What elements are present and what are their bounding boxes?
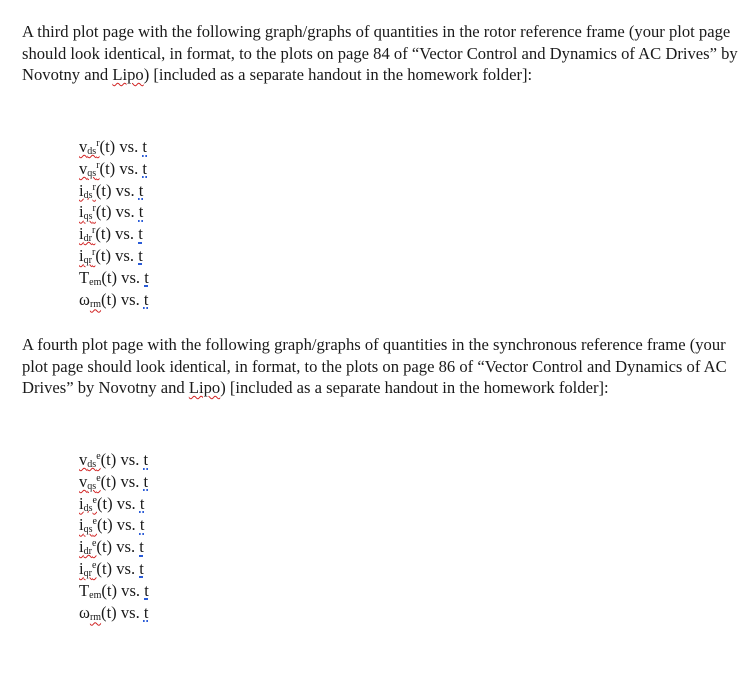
quantity-symbol xyxy=(79,603,101,622)
time-variable: t xyxy=(142,137,148,156)
quantity-list-item xyxy=(79,267,149,289)
symbol-base: T xyxy=(79,580,90,600)
symbol-subscript: ds xyxy=(83,189,93,201)
time-variable: t xyxy=(139,537,144,557)
quantity-symbol xyxy=(79,494,97,513)
time-variable: t xyxy=(143,289,149,309)
vs-text: (t) vs. xyxy=(96,537,140,557)
symbol-superscript: e xyxy=(91,559,97,571)
quantity-symbol xyxy=(79,246,95,265)
symbol-base: T xyxy=(79,267,90,287)
quantity-symbol xyxy=(79,137,100,156)
vs-text: (t) vs. xyxy=(101,267,145,287)
symbol-base: i xyxy=(79,180,84,200)
time-variable: t xyxy=(142,158,148,178)
time-variable: t xyxy=(138,245,143,265)
symbol-base: i xyxy=(79,537,84,557)
quantity-list-item xyxy=(79,536,149,558)
time-variable: t xyxy=(139,558,144,578)
symbol-base: ω xyxy=(79,602,90,622)
symbol-base: v xyxy=(79,158,88,178)
symbol-subscript: qr xyxy=(83,567,92,579)
quantity-symbol xyxy=(79,224,95,243)
vs-text: (t) vs. xyxy=(101,602,144,622)
quantity-symbol xyxy=(79,290,101,309)
symbol-superscript: e xyxy=(92,494,97,506)
symbol-base: i xyxy=(79,245,84,265)
symbol-base: i xyxy=(79,493,84,513)
symbol-superscript: r xyxy=(92,181,96,193)
quantity-list-item xyxy=(79,245,149,267)
symbol-subscript: qs xyxy=(83,524,93,536)
quantity-list-item xyxy=(79,223,149,245)
time-variable: t xyxy=(139,515,145,535)
time-variable: t xyxy=(138,224,143,244)
quantity-list-item xyxy=(79,289,149,311)
paragraph-text-end: ) [included as a separate handout in the homework folder]: xyxy=(143,65,533,85)
quantity-list-item xyxy=(79,158,149,180)
symbol-base: i xyxy=(79,224,84,244)
quantity-symbol xyxy=(79,181,96,200)
symbol-subscript: ds xyxy=(87,459,97,470)
time-variable: t xyxy=(144,580,149,600)
vs-text: (t) vs. xyxy=(96,515,140,535)
vs-text: (t) vs. xyxy=(95,202,139,222)
symbol-superscript: r xyxy=(96,138,100,149)
symbol-superscript: e xyxy=(96,451,101,462)
time-variable: t xyxy=(138,180,144,200)
vs-text: (t) vs. xyxy=(95,224,139,244)
quantity-list-item xyxy=(79,180,149,202)
vs-text: (t) vs. xyxy=(100,471,144,491)
symbol-base: ω xyxy=(79,289,90,309)
vs-text: (t) vs. xyxy=(101,289,144,309)
quantity-list-item xyxy=(79,201,149,223)
symbol-superscript: r xyxy=(91,246,96,258)
symbol-superscript: e xyxy=(91,538,97,550)
symbol-base: v xyxy=(79,450,88,469)
time-variable: t xyxy=(143,450,149,469)
vs-text: (t) vs. xyxy=(96,558,140,578)
vs-text: (t) vs. xyxy=(95,245,139,265)
time-variable: t xyxy=(143,471,149,491)
quantity-symbol xyxy=(79,515,97,534)
vs-text: (t) vs. xyxy=(99,158,143,178)
quantity-list-item xyxy=(79,493,149,515)
author-name-lipo: Lipo xyxy=(188,378,221,398)
quantity-list-item xyxy=(79,558,149,580)
vs-text: (t) vs. xyxy=(99,137,143,156)
symbol-subscript: ds xyxy=(87,146,97,157)
symbol-subscript: qs xyxy=(87,480,97,492)
quantity-symbol xyxy=(79,450,101,469)
quantity-symbol xyxy=(79,559,96,578)
paragraph-fourth-plot-page xyxy=(22,334,744,399)
quantity-symbol xyxy=(79,202,96,221)
quantity-list-item xyxy=(79,580,149,602)
paragraph-text-start: A third plot page with the following graph/graphs of quantities in the rotor reference frame (your plot page should look identical, in format, to the plots on page 84 of “Vector Control and Dynamics of AC Drives” by Novotny and xyxy=(22,22,738,85)
time-variable: t xyxy=(139,493,145,513)
rotor-frame-quantity-list xyxy=(79,136,149,310)
symbol-subscript: em xyxy=(89,589,102,601)
paragraph-text-start: A fourth plot page with the following graph/graphs of quantities in the synchronous reference frame (your plot page should look identical, in format, to the plots on page 86 of “Vector Control and Dynamics of AC Drives” by Novotny and xyxy=(22,335,727,398)
symbol-subscript: rm xyxy=(89,298,102,310)
vs-text: (t) vs. xyxy=(95,180,139,200)
quantity-symbol xyxy=(79,472,101,491)
symbol-base: v xyxy=(79,471,88,491)
vs-text: (t) vs. xyxy=(96,493,140,513)
symbol-base: v xyxy=(79,137,88,156)
symbol-subscript: ds xyxy=(83,502,93,514)
paragraph-third-plot-page xyxy=(22,21,744,86)
time-variable: t xyxy=(143,602,149,622)
quantity-list-item xyxy=(79,602,149,624)
quantity-list-item xyxy=(79,449,149,471)
time-variable: t xyxy=(138,202,144,222)
symbol-subscript: em xyxy=(89,276,102,288)
symbol-subscript: dr xyxy=(83,546,92,558)
symbol-superscript: e xyxy=(96,472,101,484)
symbol-superscript: e xyxy=(92,516,97,528)
symbol-superscript: r xyxy=(96,159,100,171)
symbol-superscript: r xyxy=(91,225,96,237)
paragraph-text-end: ) [included as a separate handout in the homework folder]: xyxy=(220,378,609,398)
symbol-subscript: qs xyxy=(87,167,97,179)
quantity-symbol xyxy=(79,159,100,178)
quantity-list-item xyxy=(79,514,149,536)
vs-text: (t) vs. xyxy=(100,450,144,469)
quantity-list-item xyxy=(79,136,149,158)
quantity-symbol xyxy=(79,268,101,287)
symbol-subscript: qs xyxy=(83,211,93,223)
author-name-lipo: Lipo xyxy=(112,65,144,85)
symbol-superscript: r xyxy=(92,203,96,215)
quantity-symbol xyxy=(79,537,96,556)
symbol-subscript: qr xyxy=(83,254,92,266)
vs-text: (t) vs. xyxy=(101,580,145,600)
time-variable: t xyxy=(144,267,149,287)
symbol-base: i xyxy=(79,202,84,222)
symbol-base: i xyxy=(79,558,84,578)
symbol-subscript: dr xyxy=(83,233,92,245)
quantity-symbol xyxy=(79,581,101,600)
quantity-list-item xyxy=(79,471,149,493)
symbol-base: i xyxy=(79,515,84,535)
symbol-subscript: rm xyxy=(89,611,102,623)
synchronous-frame-quantity-list xyxy=(79,449,149,623)
